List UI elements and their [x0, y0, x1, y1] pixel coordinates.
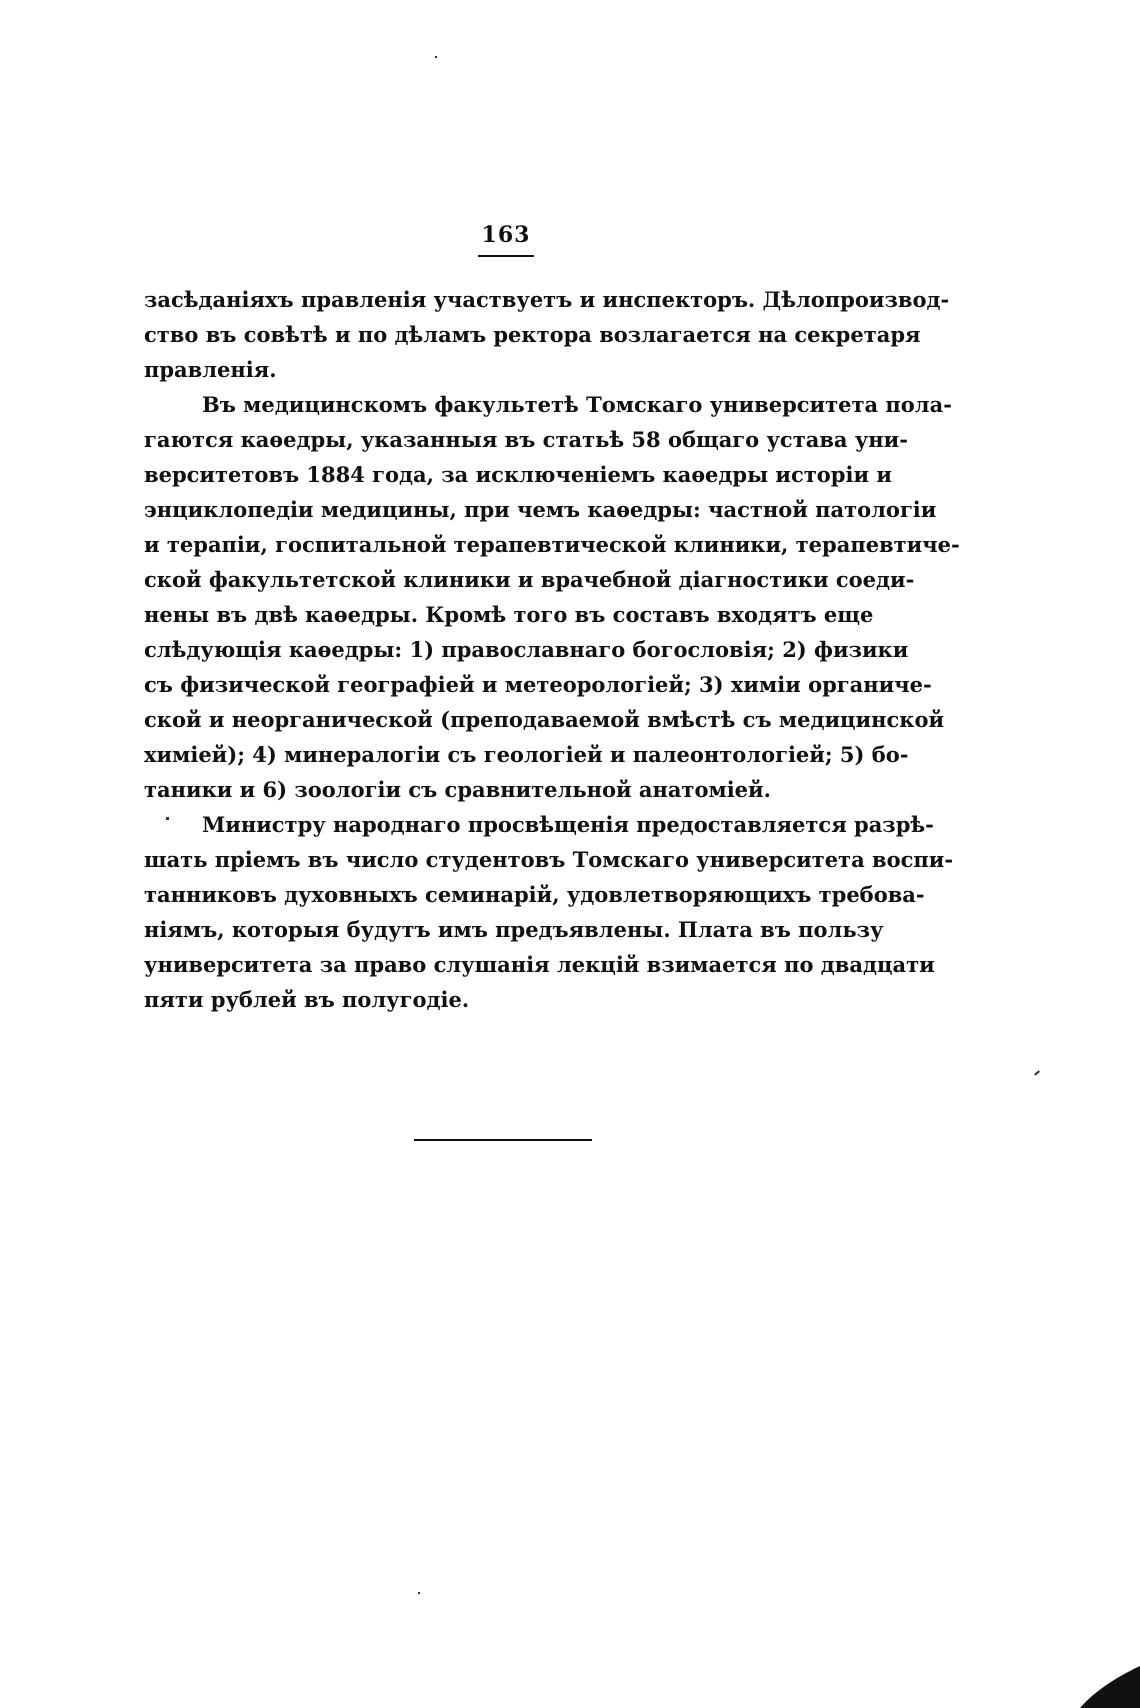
text-line: ской факультетской клиники и врачебной діагностики соеди-: [144, 567, 915, 592]
text-line: гаются каѳедры, указанныя въ статьѣ 58 общаго устава уни-: [144, 427, 908, 452]
text-line: правленія.: [144, 357, 277, 382]
text-line: пяти рублей въ полугодіе.: [144, 987, 470, 1012]
paragraph-2: [144, 387, 960, 807]
text-line: химіей); 4) минералогіи съ геологіей и палеонтологіей; 5) бо-: [144, 742, 909, 767]
text-line: засѣданіяхъ правленія участвуетъ и инспекторъ. Дѣлопроизвод-: [144, 287, 950, 312]
text-line: энциклопедіи медицины, при чемъ каѳедры: частной патологіи: [144, 497, 937, 522]
scan-speck: [1034, 1070, 1040, 1075]
text-line: шать пріемъ въ число студентовъ Томскаго университета воспи-: [144, 847, 954, 872]
text-line: ніямъ, которыя будутъ имъ предъявлены. Плата въ пользу: [144, 917, 884, 942]
paragraph-3: [144, 807, 954, 1017]
text-line: университета за право слушанія лекцій взимается по двадцати: [144, 952, 935, 977]
text-line: ской и неорганической (преподаваемой вмѣстѣ съ медицинской: [144, 707, 945, 732]
section-end-rule: [414, 1139, 592, 1141]
scan-speck: [166, 817, 169, 820]
scan-speck: [435, 56, 437, 58]
text-line: и терапіи, госпитальной терапевтической клиники, терапевтиче-: [144, 532, 960, 557]
text-line: таники и 6) зоологіи съ сравнительной анатоміей.: [144, 777, 771, 802]
text-line: съ физической географіей и метеорологіей; 3) химіи органиче-: [144, 672, 932, 697]
paragraph-1: [144, 282, 950, 387]
scan-speck: [418, 1592, 420, 1594]
text-line: танниковъ духовныхъ семинарій, удовлетворяющихъ требова-: [144, 882, 925, 907]
text-line: слѣдующія каѳедры: 1) православнаго богословія; 2) физики: [144, 637, 909, 662]
page-number: 163: [481, 222, 531, 248]
text-line: ство въ совѣтѣ и по дѣламъ ректора возлагается на секретаря: [144, 322, 921, 347]
scan-corner-mark: [1080, 1666, 1140, 1708]
text-line: нены въ двѣ каѳедры. Кромѣ того въ составъ входятъ еще: [144, 602, 874, 627]
text-line: Министру народнаго просвѣщенія предоставляется разрѣ-: [202, 812, 934, 837]
text-line: верситетовъ 1884 года, за исключеніемъ каѳедры исторіи и: [144, 462, 892, 487]
text-line: Въ медицинскомъ факультетѣ Томскаго университета пола-: [202, 392, 952, 417]
body-text: [144, 282, 960, 1017]
page-number-underline: [478, 255, 534, 257]
